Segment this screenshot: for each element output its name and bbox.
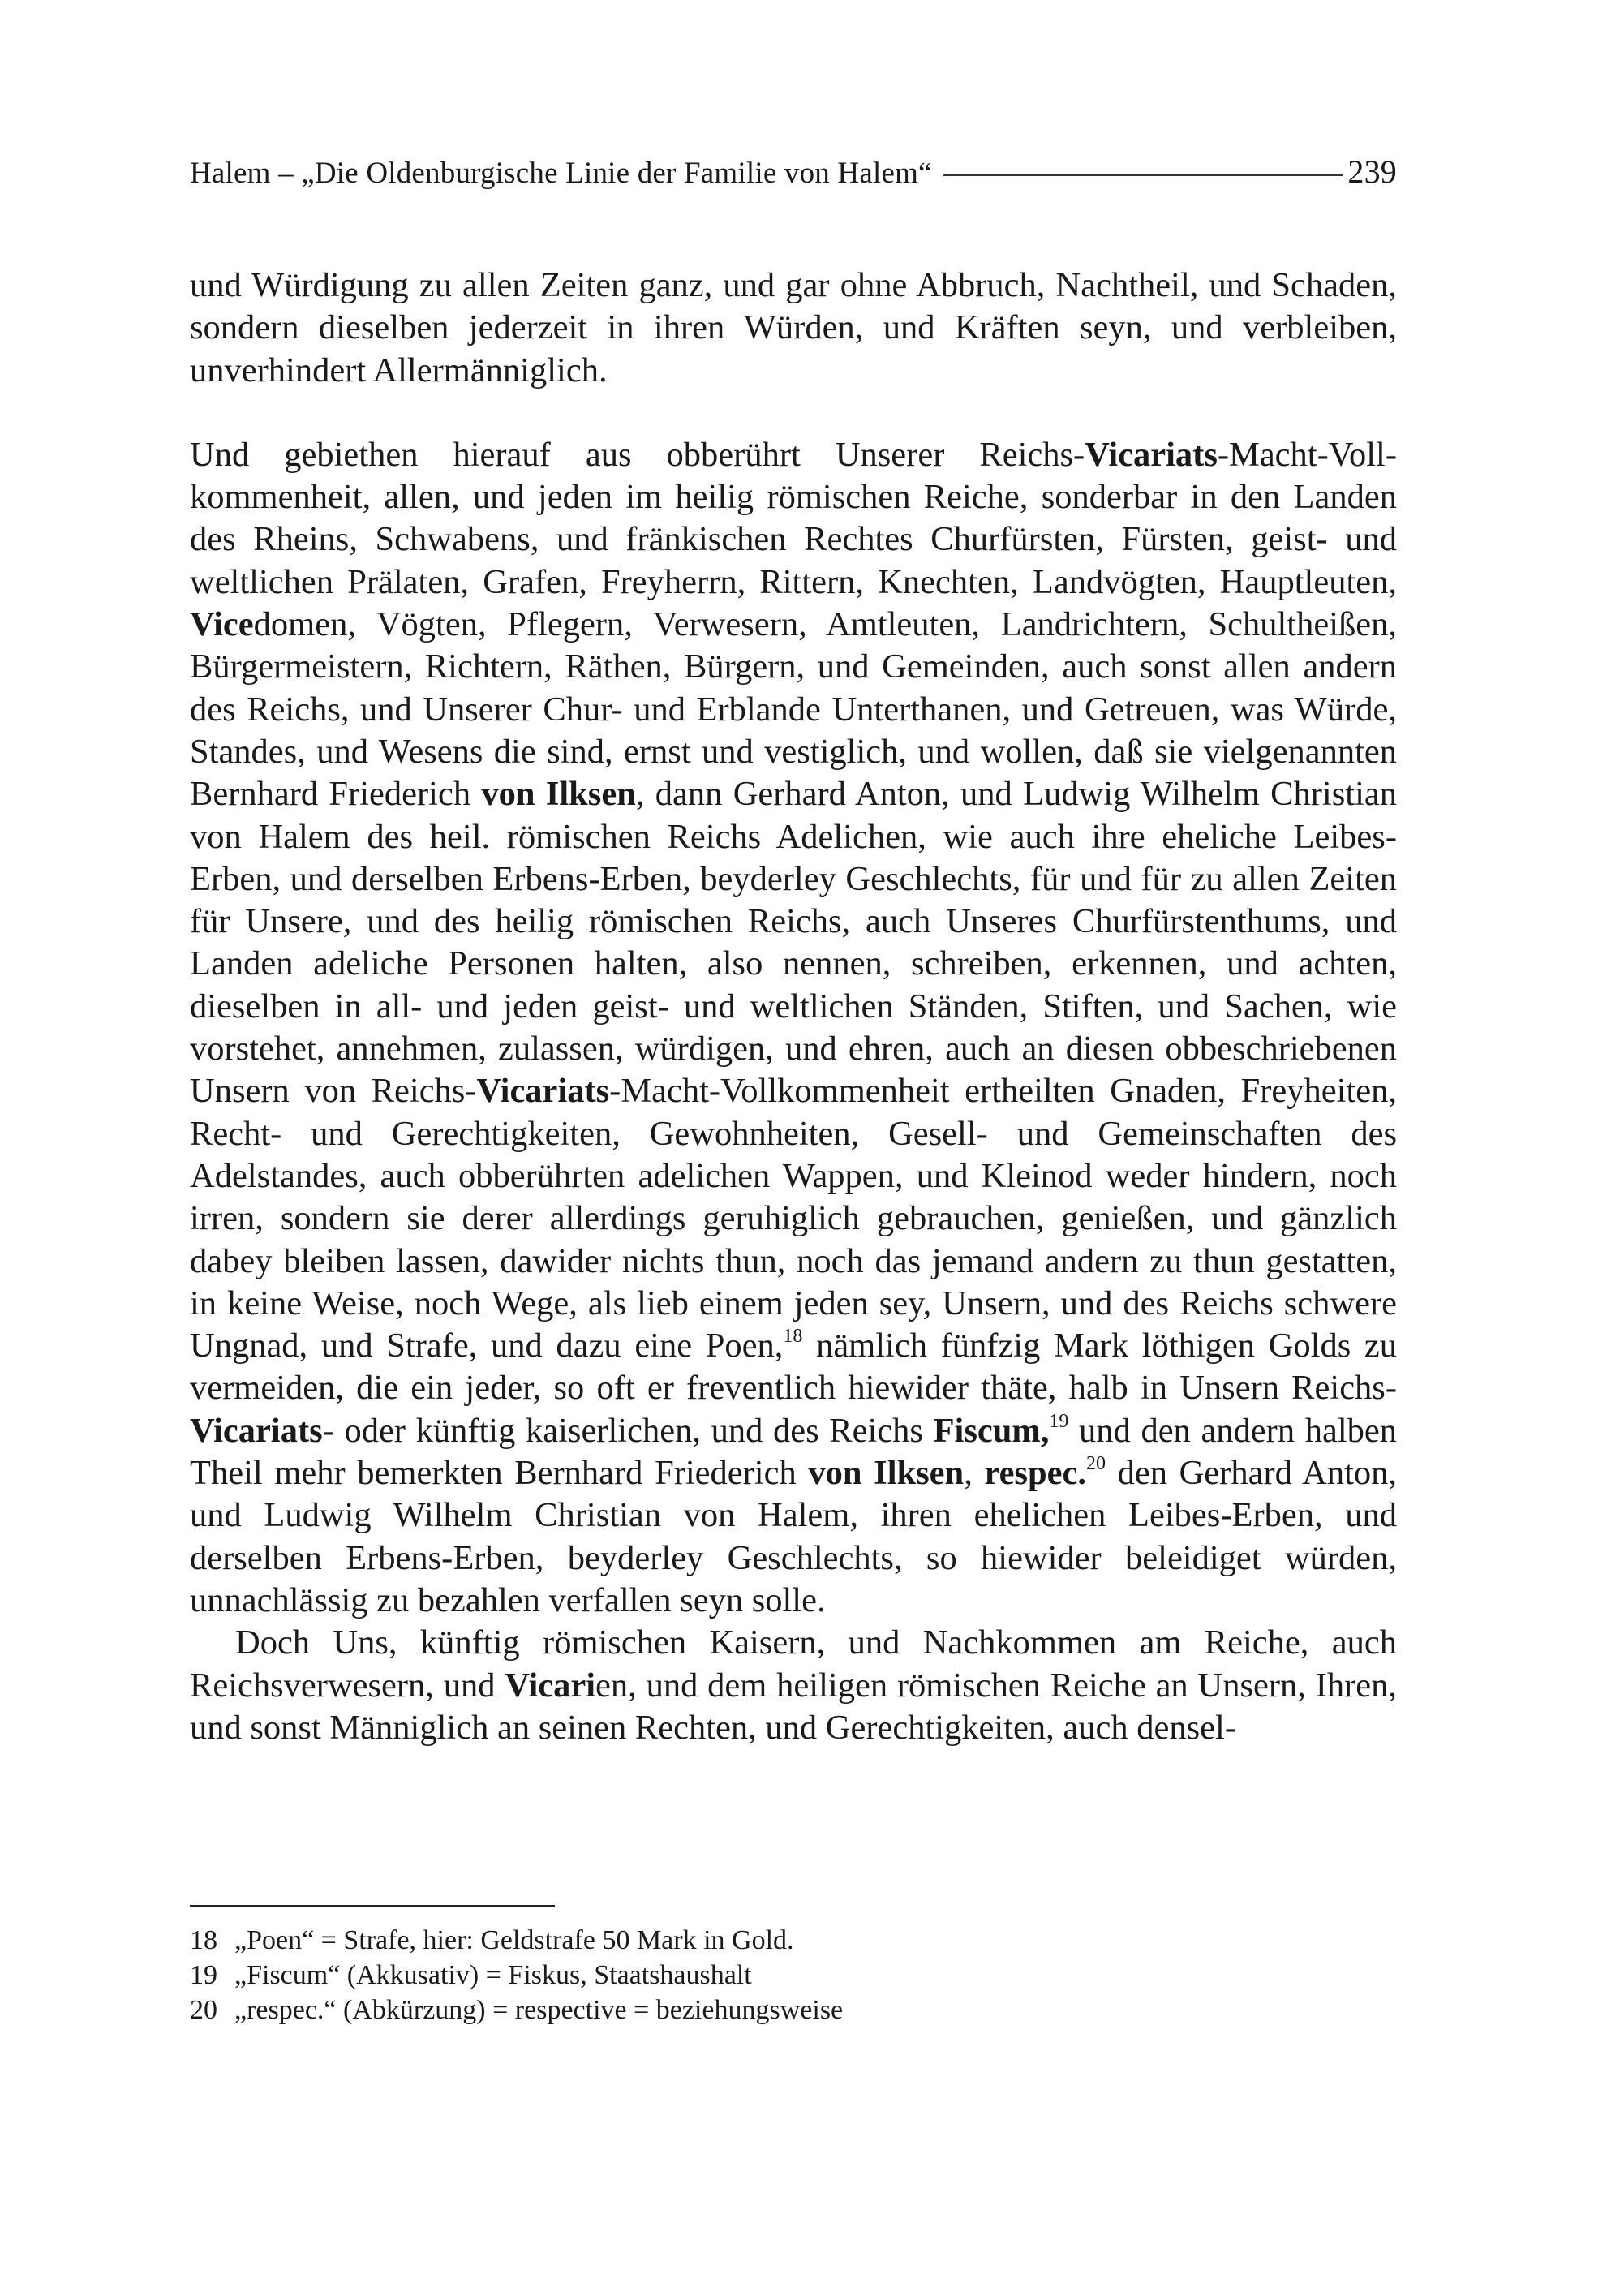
text-run: en, und dem heiligen römischen Reiche an Unsern, Ihren, und sonst Männiglich an seinen Rechten, und Gerechtigkeiten, auch densel- [190, 1666, 1397, 1747]
text-run: -Macht-Vollkommenheit ertheilten Gnaden, Freyheiten, Recht- und Gerechtigkeiten, Gewohnheiten, Gesell- und Gemeinschaften des Adelstandes, auch obberührten adelichen Wappen, und Kleinod weder hindern, noch irren, sondern sie derer allerdings geruhiglich gebrauchen, genießen, und gänzlich dabey bleiben lassen, dawider nichts thun, noch das jemand andern zu thun gestatten, in keine Weise, noch Wege, als lieb einem jeden sey, Unsern, und des Reichs schwere Ungnad, und Strafe, und dazu eine Poen, [190, 1072, 1398, 1365]
text-run: -Macht-Vollkommenheit, allen, und jeden im heilig römischen Reiche, sonderbar in den Landen des Rheins, Schwabens, und fränkischen Rechtes Churfürsten, Fürsten, geist- und weltlichen Prälaten, Grafen, Freyherrn, Rittern, Knechten, Landvögten, Hauptleuten, [190, 435, 1397, 601]
bold-term: Vice [190, 605, 254, 644]
bold-term: Fiscum, [933, 1411, 1050, 1450]
bold-term: von Ilksen [481, 775, 636, 814]
page-number: 239 [1347, 153, 1397, 190]
footnote-18 [190, 1923, 1397, 1958]
footnote-number: 19 [190, 1960, 217, 1990]
body-text [190, 264, 1397, 1749]
bold-term: von Ilksen [808, 1454, 965, 1493]
bold-term: Vicariats [476, 1072, 610, 1111]
text-run: , [964, 1454, 985, 1493]
body-paragraph [190, 434, 1397, 1622]
footnotes [190, 1923, 1397, 2027]
running-head-title: Halem – „Die Oldenburgische Linie der Familie von Halem“ [190, 157, 932, 190]
bold-term: Vicariats [1085, 435, 1218, 474]
bold-term: respec. [984, 1454, 1086, 1493]
book-page [190, 0, 1397, 2296]
text-run: Und gebiethen hierauf aus obberührt Unserer Reichs- [190, 435, 1085, 474]
footnote-19 [190, 1958, 1397, 1993]
footnote-text: „respec.“ (Abkürzung) = respective = beziehungsweise [234, 1995, 844, 2025]
text-run: nämlich fünfzig Mark löthigen Golds zu vermeiden, die ein jeder, so oft er freventlich hiewider thäte, halb in Unsern Reichs- [190, 1326, 1398, 1408]
footnote-reference: 20 [1085, 1453, 1106, 1475]
text-run: - oder künftig kaiserlichen, und des Reichs [322, 1411, 934, 1450]
running-head [190, 153, 1397, 193]
footnote-text: „Fiscum“ (Akkusativ) = Fiskus, Staatshaushalt [234, 1960, 752, 1990]
text-run: , dann Gerhard Anton, und Ludwig Wilhelm Christian von Halem des heil. römischen Reichs Adelichen, wie auch ihre eheliche Leibes-Erben, und derselben Erbens-Erben, beyderley Geschlechts, für und für zu allen Zeiten für Unsere, und des heilig römischen Reichs, auch Unseres Churfürstenthums, und Landen adeliche Personen halten, also nennen, schreiben, erkennen, und achten, dieselben in all- und jeden geist- und weltlichen Ständen, Stiften, und Sachen, wie vorstehet, annehmen, zulassen, würdigen, und ehren, auch an diesen obbeschriebenen Unsern von Reichs- [190, 775, 1397, 1111]
body-paragraph [190, 1622, 1397, 1749]
footnote-reference: 19 [1049, 1410, 1069, 1432]
body-paragraph [190, 264, 1397, 392]
text-run: Doch Uns, künftig römischen Kaisern, und Nachkommen am Reiche, auch Reichsverwesern, und [190, 1623, 1397, 1705]
footnote-separator [190, 1905, 555, 1907]
text-run: und Würdigung zu allen Zeiten ganz, und gar ohne Abbruch, Nachtheil, und Schaden, sondern dieselben jederzeit in ihren Würden, und Kräften seyn, und verbleiben, unverhindert Allermänniglich. [190, 266, 1397, 389]
bold-term: Vicariats [190, 1411, 323, 1450]
text-run: und den andern halben Theil mehr bemerkten Bernhard Friederich [190, 1411, 1397, 1493]
text-run: domen, Vögten, Pflegern, Verwesern, Amtleuten, Landrichtern, Schultheißen, Bürgermeistern, Richtern, Räthen, Bürgern, und Gemeinden, auch sonst allen andern des Reichs, und Unserer Chur- und Erblande Unterthanen, und Getreuen, was Würde, Standes, und Wesens die sind, ernst und vestiglich, und wollen, daß sie vielgenannten Bernhard Friederich [190, 605, 1397, 814]
footnote-number: 20 [190, 1995, 217, 2025]
bold-term: Vicari [505, 1666, 596, 1705]
running-head-rule [943, 174, 1343, 176]
footnote-reference: 18 [783, 1326, 803, 1348]
footnote-20 [190, 1993, 1397, 2027]
text-run: den Gerhard Anton, und Ludwig Wilhelm Christian von Halem, ihren ehelichen Leibes-Erben, und derselben Erbens-Erben, beyderley Geschlechts, so hiewider beleidiget würden, unnachlässig zu bezahlen verfallen seyn solle. [190, 1454, 1398, 1619]
footnote-text: „Poen“ = Strafe, hier: Geldstrafe 50 Mark in Gold. [234, 1925, 794, 1955]
footnote-number: 18 [190, 1925, 217, 1955]
